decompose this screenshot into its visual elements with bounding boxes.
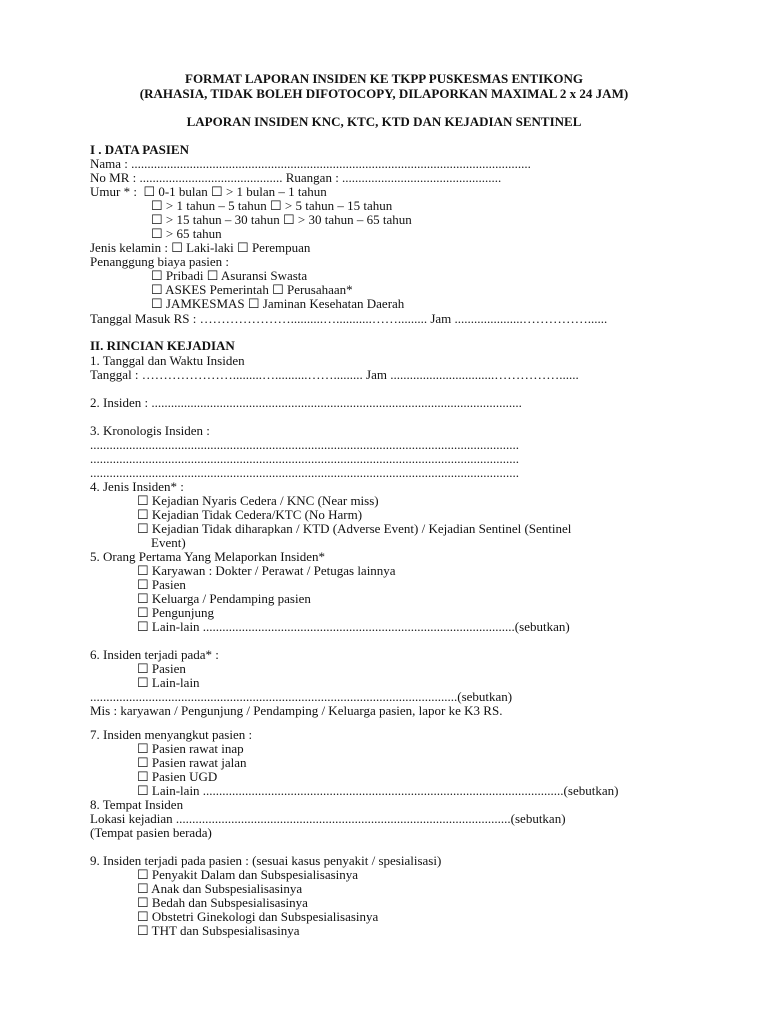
q1-label: 1. Tanggal dan Waktu Insiden [90, 353, 245, 368]
q3-line-1: .................................................................................................................................... [90, 437, 519, 452]
penanggung-biaya-label: Penanggung biaya pasien : [90, 254, 229, 269]
q3-line-3: .................................................................................................................................... [90, 465, 519, 480]
q9-option-2: ☐ Anak dan Subspesialisasinya [137, 881, 303, 896]
biaya-option-2: ☐ ASKES Pemerintah ☐ Perusahaan* [151, 282, 353, 297]
nama-field: Nama : ........................................................................................................................... [90, 156, 531, 171]
tanggal-masuk-field: Tanggal Masuk RS : …………………..........…...........……......... Jam .....................……………...... [90, 311, 608, 326]
q6-option-2: ☐ Lain-lain [137, 675, 200, 690]
q7-option-2: ☐ Pasien rawat jalan [137, 755, 247, 770]
q6-label: 6. Insiden terjadi pada* : [90, 647, 219, 662]
q8-label: 8. Tempat Insiden [90, 797, 184, 812]
q5-option-1: ☐ Karyawan : Dokter / Perawat / Petugas lainnya [137, 563, 396, 578]
q4-option-2: ☐ Kejadian Tidak Cedera/KTC (No Harm) [137, 507, 363, 522]
q7-option-1: ☐ Pasien rawat inap [137, 741, 244, 756]
title-line-1: FORMAT LAPORAN INSIDEN KE TKPP PUSKESMAS ENTIKONG [185, 71, 583, 86]
q1-tanggal-field: Tanggal : ………………….........…..........……......... Jam ................................……………...... [90, 367, 579, 382]
q7-option-3: ☐ Pasien UGD [137, 769, 218, 784]
q6-note: Mis : karyawan / Pengunjung / Pendamping / Keluarga pasien, lapor ke K3 RS. [90, 703, 503, 718]
q3-line-2: .................................................................................................................................... [90, 451, 519, 466]
title-line-3: LAPORAN INSIDEN KNC, KTC, KTD DAN KEJADIAN SENTINEL [186, 114, 582, 129]
q5-option-4: ☐ Pengunjung [137, 605, 215, 620]
q4-option-3-cont: Event) [151, 535, 186, 550]
umur-option-3: ☐ > 15 tahun – 30 tahun ☐ > 30 tahun – 65 tahun [151, 212, 412, 227]
q9-option-4: ☐ Obstetri Ginekologi dan Subspesialisasinya [137, 909, 379, 924]
q5-option-5: ☐ Lain-lain ................................................................................................(sebutkan) [137, 619, 570, 634]
no-mr-field: No MR : ............................................ Ruangan : ................................................. [90, 170, 502, 185]
biaya-option-3: ☐ JAMKESMAS ☐ Jaminan Kesehatan Daerah [151, 296, 405, 311]
q5-label: 5. Orang Pertama Yang Melaporkan Insiden* [90, 549, 326, 564]
q6-option-1: ☐ Pasien [137, 661, 186, 676]
q8-lokasi-field: Lokasi kejadian .......................................................................................................(sebutkan) [90, 811, 566, 826]
section-2-heading: II. RINCIAN KEJADIAN [90, 338, 235, 353]
q4-option-3: ☐ Kejadian Tidak diharapkan / KTD (Adverse Event) / Kejadian Sentinel (Sentinel [137, 521, 572, 536]
q7-option-4: ☐ Lain-lain ...............................................................................................................(sebutkan) [137, 783, 619, 798]
umur-option-1: Umur * : ☐ 0-1 bulan ☐ > 1 bulan – 1 tahun [90, 184, 327, 199]
q2-insiden-field: 2. Insiden : .................................................................................................................. [90, 395, 522, 410]
q6-sebutkan-line: .................................................................................................................(sebutkan) [90, 689, 513, 704]
q5-option-2: ☐ Pasien [137, 577, 186, 592]
q7-label: 7. Insiden menyangkut pasien : [90, 727, 253, 742]
q9-label: 9. Insiden terjadi pada pasien : (sesuai kasus penyakit / spesialisasi) [90, 853, 442, 868]
title-line-2: (RAHASIA, TIDAK BOLEH DIFOTOCOPY, DILAPORKAN MAXIMAL 2 x 24 JAM) [139, 86, 629, 101]
q3-label: 3. Kronologis Insiden : [90, 423, 210, 438]
section-1-heading: I . DATA PASIEN [90, 142, 189, 157]
q9-option-1: ☐ Penyakit Dalam dan Subspesialisasinya [137, 867, 359, 882]
q8-note: (Tempat pasien berada) [90, 825, 212, 840]
q5-option-3: ☐ Keluarga / Pendamping pasien [137, 591, 311, 606]
q4-label: 4. Jenis Insiden* : [90, 479, 184, 494]
jenis-kelamin-field: Jenis kelamin : ☐ Laki-laki ☐ Perempuan [90, 240, 311, 255]
biaya-option-1: ☐ Pribadi ☐ Asuransi Swasta [151, 268, 308, 283]
umur-option-2: ☐ > 1 tahun – 5 tahun ☐ > 5 tahun – 15 tahun [151, 198, 393, 213]
q4-option-1: ☐ Kejadian Nyaris Cedera / KNC (Near miss) [137, 493, 379, 508]
q9-option-3: ☐ Bedah dan Subspesialisasinya [137, 895, 308, 910]
umur-option-4: ☐ > 65 tahun [151, 226, 222, 241]
q9-option-5: ☐ THT dan Subspesialisasinya [137, 923, 300, 938]
